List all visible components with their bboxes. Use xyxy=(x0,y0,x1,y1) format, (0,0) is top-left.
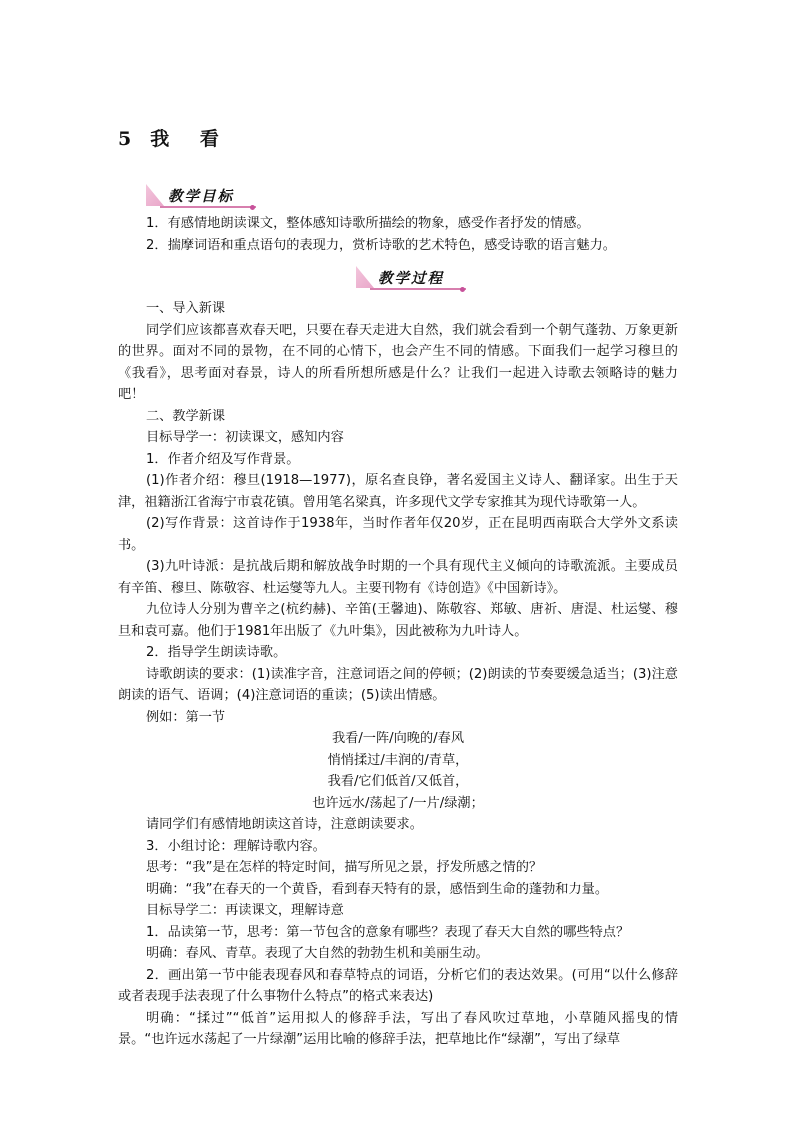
lesson-title xyxy=(118,124,231,151)
banner-underline xyxy=(160,206,256,208)
paragraph: 九位诗人分别为曹辛之(杭约赫)、辛笛(王馨迪)、陈敬容、郑敏、唐祈、唐湜、杜运燮、穆旦和袁可嘉。他们于1981年出版了《九叶集》，因此被称为九叶诗人。 xyxy=(118,602,678,639)
goal-item: 2．揣摩词语和重点语句的表现力，赏析诗歌的艺术特色，感受诗歌的语言魅力。 xyxy=(146,237,616,253)
paragraph: (1)作者介绍：穆旦(1918—1977)，原名查良铮，著名爱国主义诗人、翻译家。出生于天津，祖籍浙江省海宁市袁花镇。曾用笔名梁真，许多现代文学专家推其为现代诗歌第一人。 xyxy=(118,473,678,510)
goal-heading: 目标导学一：初读课文，感知内容 xyxy=(146,430,344,445)
poem-line: 我看/它们低首/又低首， xyxy=(327,774,469,789)
lesson-number: 5 xyxy=(118,128,133,150)
banner-triangle-icon xyxy=(146,184,164,206)
paragraph: 明确：春风、青草。表现了大自然的勃勃生机和美丽生动。 xyxy=(146,946,489,961)
paragraph: 2．画出第一节中能表现春风和春草特点的词语，分析它们的表达效果。(可用“以什么修辞或者表现手法表现了什么事物什么特点”的格式来表达) xyxy=(118,967,678,1004)
paragraph: 明确：“揉过”“低首”运用拟人的修辞手法，写出了春风吹过草地，小草随风摇曳的情景。“也许远水荡起了一片绿潮”运用比喻的修辞手法，把草地比作“绿潮”，写出了绿草 xyxy=(118,1010,678,1047)
banner-underline xyxy=(370,288,466,290)
section-banner-goals xyxy=(146,184,256,208)
banner-triangle-icon xyxy=(356,266,374,288)
process-body xyxy=(118,298,678,1051)
lesson-name: 我 看 xyxy=(150,128,231,150)
paragraph: 同学们应该都喜欢春天吧，只要在春天走进大自然，我们就会看到一个朝气蓬勃、万象更新的世界。面对不同的景物，在不同的心情下，也会产生不同的情感。下面我们一起学习穆旦的《我看》，思考面对春景，诗人的所看所想所感是什么？让我们一起进入诗歌去领略诗的魅力吧！ xyxy=(118,322,678,402)
goals-list xyxy=(118,213,678,256)
paragraph: 1．品读第一节，思考：第一节包含的意象有哪些？表现了春天大自然的哪些特点？ xyxy=(146,924,630,940)
section-label-goals: 教学目标 xyxy=(168,188,234,205)
section-label-process: 教学过程 xyxy=(378,270,444,287)
banner-dot-icon xyxy=(250,205,255,210)
paragraph: (3)九叶诗派：是抗战后期和解放战争时期的一个具有现代主义倾向的诗歌流派。主要成员有辛笛、穆旦、陈敬容、杜运燮等九人。主要刊物有《诗创造》《中国新诗》。 xyxy=(118,559,678,596)
goal-heading: 目标导学二：再读课文，理解诗意 xyxy=(146,903,344,918)
banner-dot-icon xyxy=(460,287,465,292)
poem-line: 悄悄揉过/丰润的/青草， xyxy=(327,752,469,768)
paragraph: (2)写作背景：这首诗作于1938年，当时作者年仅20岁，正在昆明西南联合大学外文系读书。 xyxy=(118,516,678,553)
poem-line: 也许远水/荡起了/一片/绿潮； xyxy=(312,795,484,811)
paragraph: 明确：“我”在春天的一个黄昏，看到春天特有的景，感悟到生命的蓬勃和力量。 xyxy=(146,881,609,897)
paragraph: 诗歌朗读的要求：(1)读准字音，注意词语之间的停顿；(2)朗读的节奏要缓急适当；(3)注意朗读的语气、语调；(4)注意词语的重读；(5)读出情感。 xyxy=(118,666,678,703)
paragraph: 例如：第一节 xyxy=(146,709,226,725)
paragraph: 2．指导学生朗读诗歌。 xyxy=(146,645,287,660)
heading-intro: 一、导入新课 xyxy=(146,301,226,316)
goal-item: 1．有感情地朗读课文，整体感知诗歌所描绘的物象，感受作者抒发的情感。 xyxy=(146,216,590,231)
section-banner-process xyxy=(356,266,468,290)
poem-line: 我看/一阵/向晚的/春风 xyxy=(331,731,465,746)
paragraph: 1．作者介绍及写作背景。 xyxy=(146,451,300,467)
heading-new-lesson: 二、教学新课 xyxy=(146,408,226,424)
paragraph: 思考：“我”是在怎样的特定时间，描写所见之景，抒发所感之情的？ xyxy=(146,860,543,875)
paragraph: 3．小组讨论：理解诗歌内容。 xyxy=(146,838,326,854)
paragraph: 请同学们有感情地朗读这首诗，注意朗读要求。 xyxy=(146,817,423,832)
